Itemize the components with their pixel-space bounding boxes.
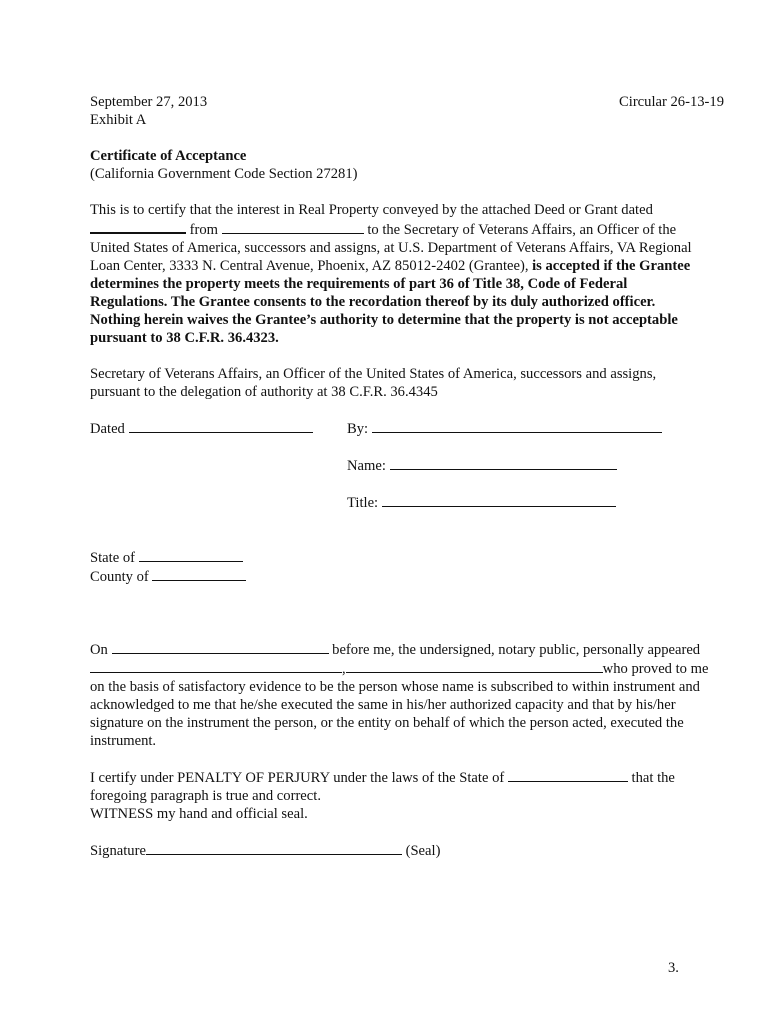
- body-paragraph: [90, 201, 724, 347]
- final-signature-row: [90, 841, 724, 860]
- body-line-1: This is to certify that the interest in Real Property conveyed by the attached Deed or Grant dated: [90, 202, 653, 218]
- certify-paragraph: [90, 768, 724, 823]
- document-page: [90, 93, 724, 860]
- certificate-subtitle: (California Government Code Section 27281): [90, 166, 358, 182]
- state-label: State of: [90, 550, 135, 566]
- before-me-text: before me, the undersigned, notary public, personally appeared: [328, 642, 701, 658]
- body-line-8: pursuant to 38 C.F.R. 36.4323.: [90, 330, 279, 346]
- secretary-line-1: Secretary of Veterans Affairs, an Officer of the United States of America, successors and assigns,: [90, 366, 657, 382]
- body-line-4-bold: is accepted if the Grantee: [532, 258, 691, 274]
- dated-field[interactable]: [129, 419, 313, 433]
- dated-label: Dated: [90, 421, 125, 437]
- certify-line-3: WITNESS my hand and official seal.: [90, 806, 308, 822]
- title-row: [347, 493, 724, 512]
- title-field[interactable]: [382, 493, 616, 507]
- county-row: [90, 567, 724, 586]
- seal-label: (Seal): [401, 843, 441, 859]
- certify-text-start: I certify under PENALTY OF PERJURY under the laws of the State of: [90, 770, 508, 786]
- comma-text: ,: [342, 661, 346, 677]
- body-line-5: determines the property meets the requirements of part 36 of Title 38, Code of Federal: [90, 276, 628, 292]
- secretary-line-2: pursuant to the delegation of authority at 38 C.F.R. 36.4345: [90, 384, 438, 400]
- by-block: [347, 419, 662, 438]
- signature-label: Signature: [90, 843, 146, 859]
- document-date: September 27, 2013: [90, 94, 208, 110]
- signature-field[interactable]: [146, 841, 402, 855]
- notary-line-6: instrument.: [90, 733, 157, 749]
- header-row: [90, 93, 724, 111]
- appeared-person-field[interactable]: [90, 659, 342, 673]
- county-label: County of: [90, 569, 149, 585]
- notary-line-4: acknowledged to me that he/she executed the same in his/her authorized capacity and that by his/her: [90, 697, 676, 713]
- page-number: 3.: [668, 960, 679, 976]
- circular-number: Circular 26-13-19: [619, 94, 724, 110]
- certify-line-2: foregoing paragraph is true and correct.: [90, 788, 321, 804]
- on-label: On: [90, 642, 108, 658]
- by-field[interactable]: [372, 419, 662, 433]
- state-row: [90, 548, 724, 567]
- who-proved-text: who proved to me: [602, 661, 709, 677]
- appeared-person-field-2[interactable]: [346, 659, 603, 673]
- body-line-6: Regulations. The Grantee consents to the recordation thereof by its duly authorized officer.: [90, 294, 656, 310]
- county-field[interactable]: [152, 567, 246, 581]
- certify-text-end: that the: [627, 770, 675, 786]
- notary-line-3: on the basis of satisfactory evidence to be the person whose name is subscribed to within instrument and: [90, 679, 700, 695]
- exhibit-label: Exhibit A: [90, 112, 147, 128]
- title-label: Title:: [347, 495, 379, 511]
- notary-line-2: [90, 659, 724, 678]
- notary-line-5: signature on the instrument the person, or the entity on behalf of which the person acted, executed the: [90, 715, 684, 731]
- name-field[interactable]: [390, 456, 617, 470]
- dated-block: [90, 419, 347, 438]
- name-row: [347, 456, 724, 475]
- by-label: By:: [347, 421, 369, 437]
- grantor-field[interactable]: [222, 220, 364, 234]
- body-line-4-normal: Loan Center, 3333 N. Central Avenue, Phoenix, AZ 85012-2402 (Grantee),: [90, 258, 533, 274]
- name-label: Name:: [347, 458, 386, 474]
- notary-line-1: [90, 640, 724, 659]
- body-line-2: [90, 219, 724, 239]
- to-secretary-text: to the Secretary of Veterans Affairs, an Officer of the: [363, 222, 677, 238]
- state-field[interactable]: [139, 548, 243, 562]
- notary-date-field[interactable]: [112, 640, 329, 654]
- perjury-state-field[interactable]: [508, 768, 628, 782]
- certify-line-1: [90, 768, 724, 787]
- body-line-4: [90, 257, 724, 275]
- deed-date-field[interactable]: [90, 219, 186, 234]
- dated-by-row: [90, 419, 724, 438]
- body-line-7: Nothing herein waives the Grantee’s authority to determine that the property is not acceptable: [90, 312, 678, 328]
- body-line-3: United States of America, successors and assigns, at U.S. Department of Veterans Affairs, VA Regional: [90, 240, 692, 256]
- notary-paragraph: [90, 640, 724, 750]
- from-word: from: [186, 222, 222, 238]
- certificate-title: Certificate of Acceptance: [90, 148, 247, 164]
